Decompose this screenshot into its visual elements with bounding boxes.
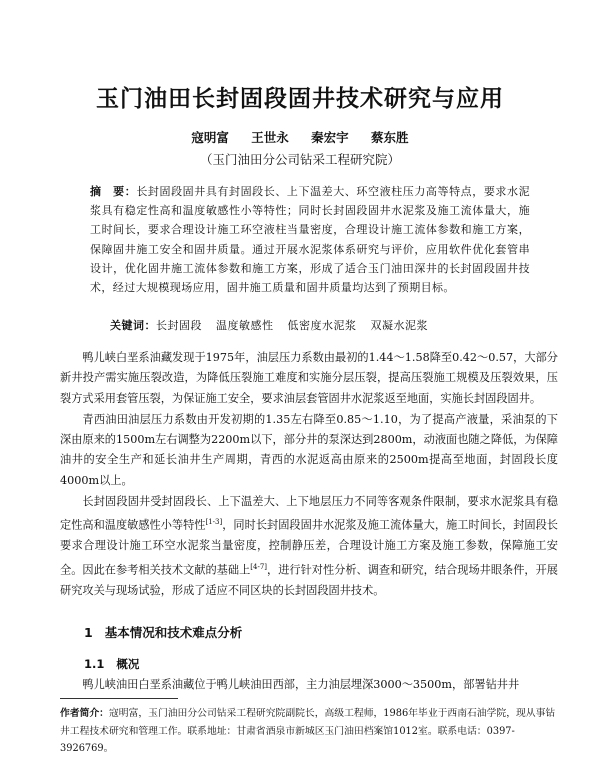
abstract-label: 摘 要：: [90, 185, 137, 198]
paper-title: 玉门油田长封固段固井技术研究与应用: [96, 86, 504, 112]
author-name: 寇明富: [191, 130, 229, 145]
keywords-label: 关键词：: [110, 319, 156, 332]
section-number: 1: [84, 625, 93, 640]
footnote-label: 作者简介：: [60, 708, 109, 719]
body-paragraph: 鸭儿峡白垩系油藏发现于1975年，油层压力系数由最初的1.44～1.58降至0.42～0.57，大部分新井投产需实施压裂改造，为降低压裂施工难度和实施分层压裂，提高压裂施工规模及压裂效果，压裂方式采用套管压裂，为保证施工安全，要求油层套管固井水泥浆返至地面，实施长封固段固井。: [60, 351, 558, 405]
paragraph-text: ，进行针对性分析、调查和研究，结合现场井眼条件，开展研究攻关与现场试验，形成了适应不同区块的长封固段固井技术。: [60, 563, 558, 597]
keyword: 低密度水泥浆: [287, 319, 357, 332]
abstract-text: 长封固段固井具有封固段长、上下温差大、环空液柱压力高等特点，要求水泥浆具有稳定性高和温度敏感性小等特性；同时长封固段固井水泥浆及施工流体量大，施工时间长，要求合理设计施工环空液柱当量密度，合理设计施工流体参数和施工方案，保障固井施工安全和固井质量。通过开展水泥浆体系研究与评价，应用软件优化套管串设计，优化固井施工流体参数和施工方案，形成了适合玉门油田深井的长封固段固井技术，经过大规模现场应用，固井施工质量和固井质量均达到了预期目标。: [90, 185, 530, 295]
abstract: [90, 182, 530, 297]
author-footnote: [60, 705, 558, 758]
body-paragraph: [60, 492, 558, 601]
footnote-text: 寇明富，玉门油田分公司钻采工程研究院副院长，高级工程师，1986年毕业于西南石油学院，现从事钻井工程技术研究和管理工作。联系地址：甘肃省酒泉市新城区玉门油田档案馆1012室。联系电话：0397-3926769。: [60, 708, 556, 754]
keywords: [110, 317, 530, 333]
keyword: 长封固段: [156, 319, 202, 332]
section-heading: [84, 623, 242, 641]
citation: [4-7]: [250, 562, 267, 571]
section-title: 基本情况和技术难点分析: [104, 625, 243, 640]
paragraph-text: ，同时长封固段固井水泥浆及施工流体量大，施工时间长，封固段长要求合理设计施工环空水泥浆当量密度，控制静压差，合理设计施工方案及施工参数，保障施工安全。因此在参考相关技术文献的基础上: [60, 519, 558, 577]
paragraph-text: 长封固段固井受封固段长、上下温差大、上下地层压力不同等客观条件限制，要求水泥浆具有稳定性高和温度敏感性小等特性: [60, 495, 558, 533]
keyword: 双凝水泥浆: [370, 319, 428, 332]
author-list: [0, 128, 600, 146]
author-name: 蔡东胜: [371, 130, 409, 145]
author-name: 王世永: [251, 130, 289, 145]
body-text: [60, 348, 558, 602]
citation: [1-3]: [205, 518, 223, 527]
keyword: 温度敏感性: [216, 319, 274, 332]
body-paragraph: 青西油田油层压力系数由开发初期的1.35左右降至0.85～1.10，为了提高产液量，采油泵的下深由原来的1500m左右调整为2200m以下，部分井的泵深达到2800m，动液面也随之降低，为保障油井的安全生产和延长油井生产周期，青西的水泥返高由原来的2500m提高至地面，封固段长度4000m以上。: [60, 412, 558, 487]
footnote-divider: [60, 698, 178, 699]
subsection-title: 概况: [116, 657, 140, 671]
author-name: 秦宏宇: [311, 130, 349, 145]
affiliation: （玉门油田分公司钻采工程研究院）: [199, 152, 400, 167]
overview-paragraph: 鸭儿峡油田白垩系油藏位于鸭儿峡油田西部，主力油层埋深3000～3500m，部署钻井井: [82, 678, 520, 691]
subsection-heading: [84, 656, 139, 672]
subsection-number: 1.1: [84, 657, 105, 671]
